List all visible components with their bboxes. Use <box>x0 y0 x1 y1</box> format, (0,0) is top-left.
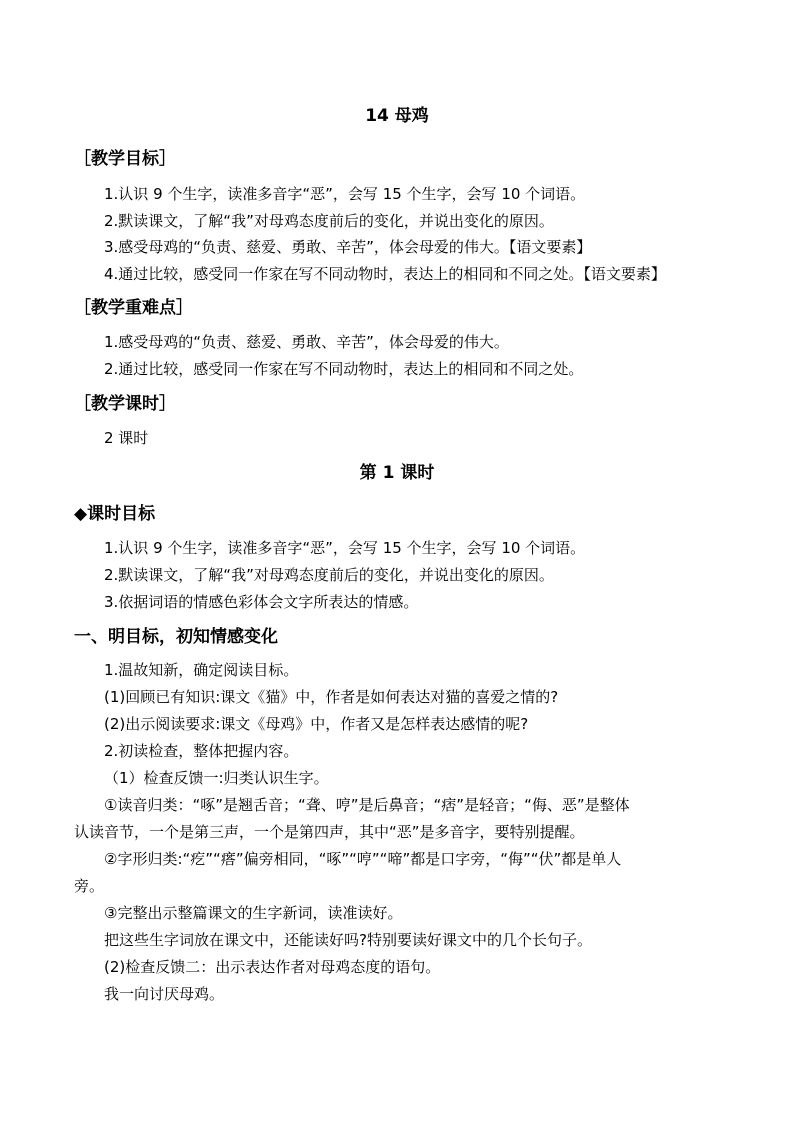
goal-item: 2.默读课文，了解“我”对母鸡态度前后的变化，并说出变化的原因。 <box>104 212 554 230</box>
lesson1-goal-item: 1.认识 9 个生字，读准多音字“恶”，会写 15 个生字，会写 10 个词语。 <box>104 539 586 557</box>
goals-heading: ［教学目标］ <box>74 149 176 169</box>
lesson-line: (2)检查反馈二：出示表达作者对母鸡态度的语句。 <box>104 958 441 976</box>
lesson1-title: 第 1 课时 <box>359 463 435 483</box>
lesson-line: ③完整出示整篇课文的生字新词，读准读好。 <box>104 904 403 922</box>
goal-item: 4.通过比较，感受同一作家在写不同动物时，表达上的相同和不同之处。【语文要素】 <box>104 265 666 283</box>
lesson-line: ②字形归类:“疙”“瘩”偏旁相同，“啄”“哼”“啼”都是口字旁，“侮”“伏”都是单人 <box>104 850 622 868</box>
lesson-line: 把这些生字词放在课文中，还能读好吗?特别要读好课文中的几个长句子。 <box>104 931 592 949</box>
lesson1-goal-item: 2.默读课文，了解“我”对母鸡态度前后的变化，并说出变化的原因。 <box>104 566 554 584</box>
goal-item: 1.认识 9 个生字，读准多音字“恶”，会写 15 个生字，会写 10 个词语。 <box>104 185 586 203</box>
lesson-line: (1)回顾已有知识:课文《猫》中，作者是如何表达对猫的喜爱之情的? <box>104 688 559 706</box>
key-points-heading: ［教学重难点］ <box>74 298 193 318</box>
lesson-line: 2.初读检查，整体把握内容。 <box>104 742 299 760</box>
lesson-line: 我一向讨厌母鸡。 <box>104 985 225 1003</box>
key-point-item: 1.感受母鸡的“负责、慈爱、勇敢、辛苦”，体会母爱的伟大。 <box>104 333 509 351</box>
lesson1-goals-heading: ◆课时目标 <box>74 504 156 524</box>
lesson1-goal-item: 3.依据词语的情感色彩体会文字所表达的情感。 <box>104 593 419 611</box>
lesson-line: 认读音节，一个是第三声，一个是第四声，其中“恶”是多音字，要特别提醒。 <box>74 823 585 841</box>
lesson-line: 旁。 <box>74 877 105 895</box>
goal-item: 3.感受母鸡的“负责、慈爱、勇敢、辛苦”，体会母爱的伟大。【语文要素】 <box>104 238 592 256</box>
part1-heading: 一、明目标，初知情感变化 <box>74 627 278 647</box>
lesson-line: (2)出示阅读要求:课文《母鸡》中，作者又是怎样表达感情的呢? <box>104 715 529 733</box>
hours-heading: ［教学课时］ <box>74 394 176 414</box>
lesson-line: ①读音归类：“啄”是翘舌音；“聋、哼”是后鼻音；“痞”是轻音；“侮、恶”是整体 <box>104 796 630 814</box>
page-title: 14 母鸡 <box>365 106 429 126</box>
hours-value: 2 课时 <box>104 429 149 447</box>
lesson-line: （1）检查反馈一:归类认识生字。 <box>104 769 329 787</box>
key-point-item: 2.通过比较，感受同一作家在写不同动物时，表达上的相同和不同之处。 <box>104 360 584 378</box>
lesson-line: 1.温故知新，确定阅读目标。 <box>104 661 299 679</box>
